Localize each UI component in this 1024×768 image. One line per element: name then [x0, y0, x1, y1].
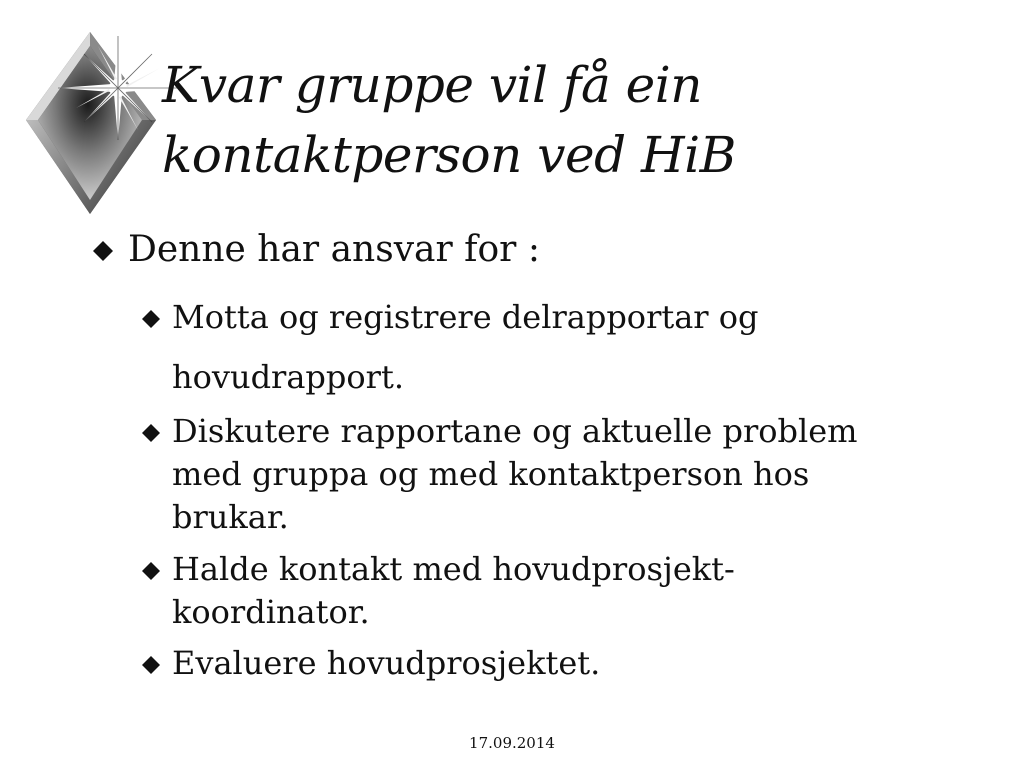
- slide-title-line-2: kontaktperson ved HiB: [162, 126, 736, 184]
- sub-bullet-2-line-2: med gruppa og med kontaktperson hos: [172, 455, 810, 493]
- sub-bullet-3-line-1: Halde kontakt med hovudprosjekt-: [172, 550, 735, 588]
- diamond-bullet-icon: [141, 561, 161, 581]
- sub-bullet-3-line-2: koordinator.: [172, 593, 370, 631]
- slide-title-line-1: Kvar gruppe vil få ein: [162, 56, 702, 114]
- slide-title: [162, 50, 736, 190]
- sub-bullet-2-line-3: brukar.: [172, 498, 289, 536]
- diamond-bullet-icon: [92, 240, 112, 260]
- sub-bullet-1-line-2: hovudrapport.: [172, 358, 404, 396]
- diamond-bullet-icon: [141, 309, 161, 329]
- diamond-bullet-icon: [141, 655, 161, 675]
- main-bullet-text: Denne har ansvar for :: [128, 229, 540, 270]
- footer-date: 17.09.2014: [469, 734, 555, 752]
- sub-bullet-1-line-1: Motta og registrere delrapportar og: [172, 298, 759, 336]
- diamond-bullet-icon: [141, 423, 161, 443]
- sub-bullet-4-line-1: Evaluere hovudprosjektet.: [172, 644, 601, 682]
- sub-bullet-2-line-1: Diskutere rapportane og aktuelle problem: [172, 412, 858, 450]
